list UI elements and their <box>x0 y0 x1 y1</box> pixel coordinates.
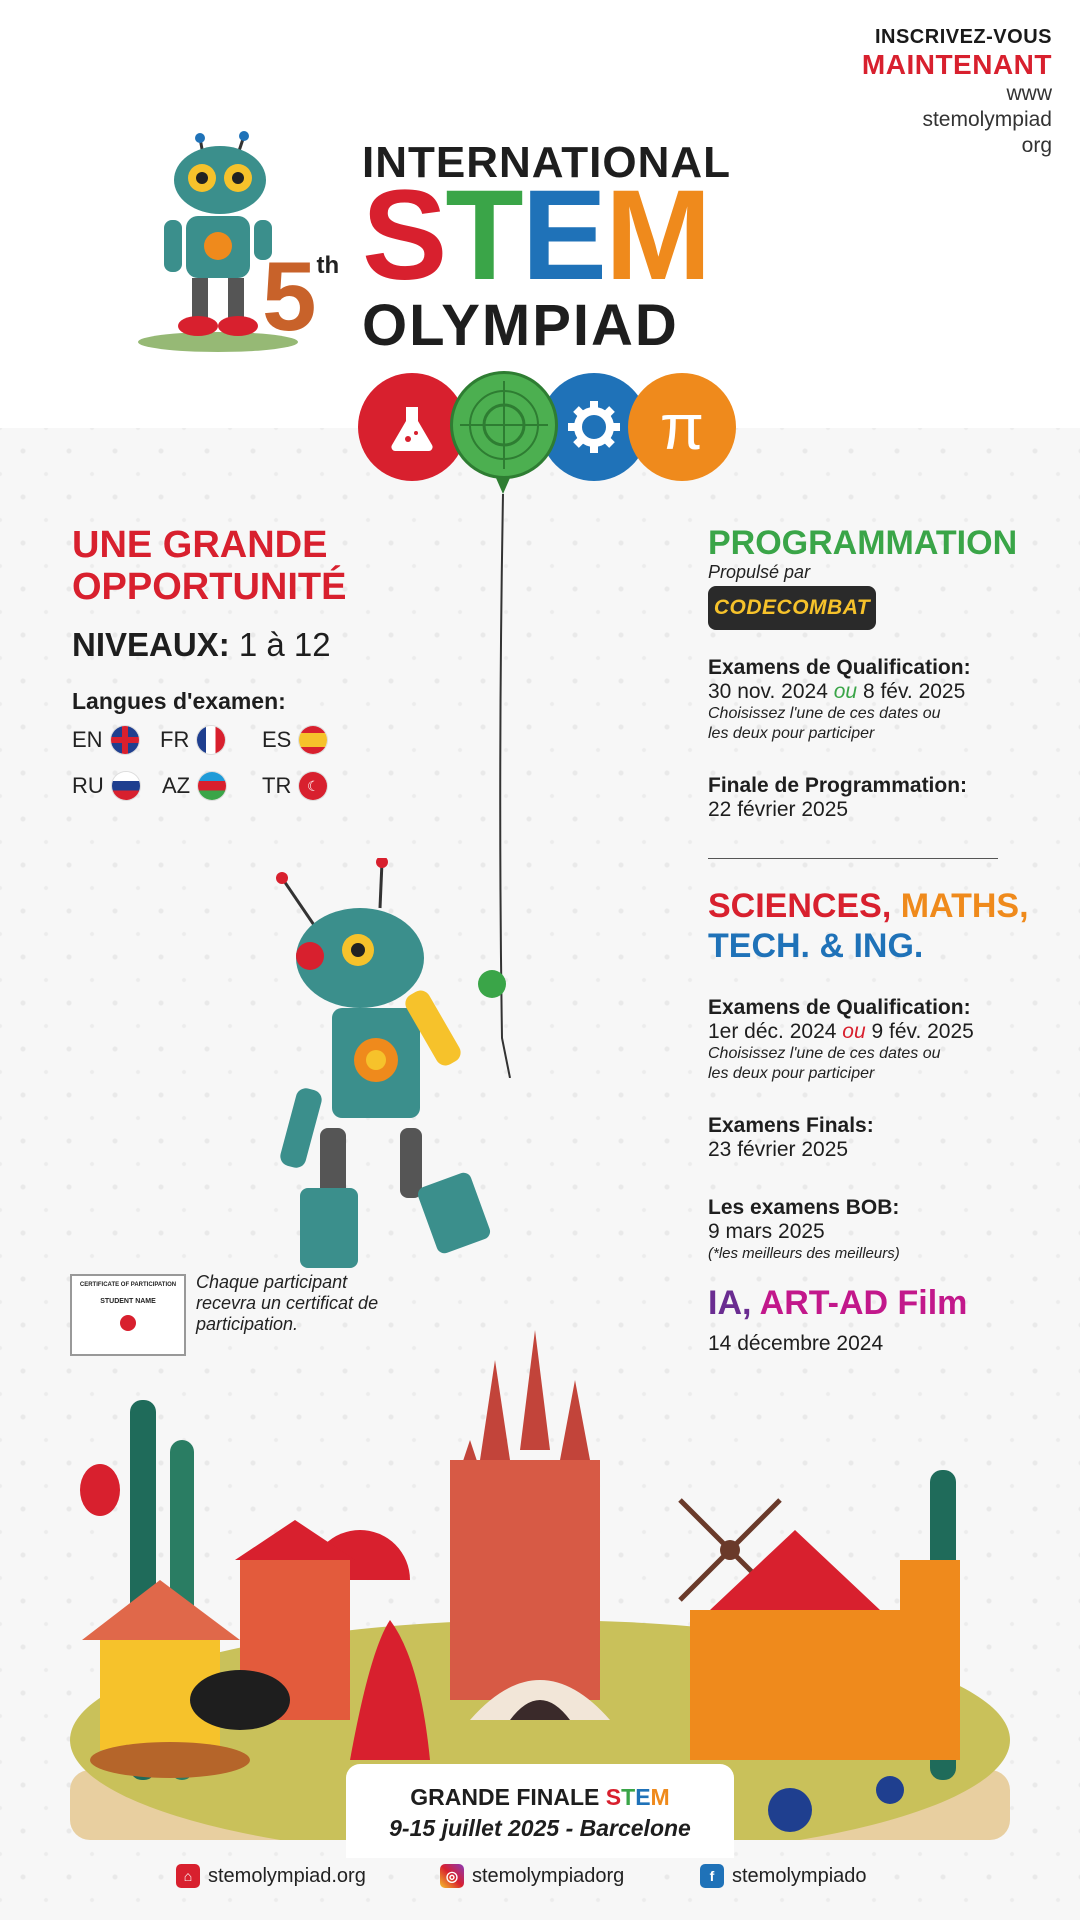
tech-word: TECH. & ING. <box>708 927 924 965</box>
sci-qual-label: Examens de Qualification: <box>708 996 971 1019</box>
edition-badge <box>262 240 339 353</box>
register-line2: MAINTENANT <box>861 49 1052 80</box>
language-tr <box>262 772 327 800</box>
opportunity-line1: UNE GRANDE <box>72 524 328 566</box>
social-facebook[interactable] <box>700 1864 867 1888</box>
stem-letter-e: E <box>521 164 605 307</box>
grand-final-dates: 9-15 juillet 2025 - Barcelone <box>389 1815 691 1841</box>
sciences-heading <box>708 886 1029 966</box>
language-code: FR <box>160 727 190 752</box>
ia-heading <box>708 1284 967 1323</box>
note-line2: les deux pour participer <box>708 1065 875 1082</box>
art-word: ART-AD Film <box>759 1284 968 1322</box>
title-olympiad: OLYMPIAD <box>362 293 679 358</box>
opportunity-line2: OPPORTUNITÉ <box>72 566 347 608</box>
register-block[interactable] <box>862 26 1052 159</box>
language-code: RU <box>72 773 104 798</box>
language-az <box>162 772 226 800</box>
sci-final <box>708 1114 874 1162</box>
language-code: EN <box>72 727 103 752</box>
stem-t: T <box>621 1784 636 1810</box>
barcelona-illustration <box>70 1320 1010 1840</box>
instagram-label: stemolympiadorg <box>472 1864 625 1887</box>
sci-qual-dates <box>708 1020 974 1044</box>
language-es <box>262 726 327 754</box>
or-word: ou <box>833 680 858 703</box>
prog-final-label: Finale de Programmation: <box>708 774 968 797</box>
prog-final <box>708 774 967 822</box>
pi-icon: π <box>628 373 736 481</box>
language-code: ES <box>262 727 292 752</box>
edition-number: 5 <box>262 241 317 351</box>
web-label: stemolympiad.org <box>208 1864 366 1887</box>
certificate-text: Chaque participant recevra un certificat de participation. <box>196 1272 379 1334</box>
stem-m: M <box>650 1784 670 1810</box>
register-url1: www <box>1006 82 1052 105</box>
register-url2: stemolympiad <box>922 108 1052 131</box>
ia-word: IA, <box>708 1284 752 1322</box>
date-b: 8 fév. 2025 <box>862 680 966 703</box>
prog-note <box>708 704 971 744</box>
programming-heading: PROGRAMMATION <box>708 524 1018 562</box>
bob-note: (*les meilleurs des meilleurs) <box>708 1245 900 1262</box>
facebook-icon: f <box>700 1864 724 1888</box>
ia-date: 14 décembre 2024 <box>708 1332 884 1355</box>
maths-word: MATHS, <box>900 887 1029 925</box>
stem-s: S <box>605 1784 622 1810</box>
home-icon: ⌂ <box>176 1864 200 1888</box>
sci-note <box>708 1044 974 1084</box>
instagram-icon: ◎ <box>440 1864 464 1888</box>
edition-suffix: th <box>316 252 340 279</box>
sci-qualification <box>708 996 974 1084</box>
social-instagram[interactable] <box>440 1864 624 1888</box>
date-b: 9 fév. 2025 <box>871 1020 974 1043</box>
certificate-title: CERTIFICATE OF PARTICIPATION <box>79 1282 177 1288</box>
bob-value: 9 mars 2025 <box>708 1220 825 1243</box>
grand-final-title <box>346 1784 734 1811</box>
sci-final-label: Examens Finals: <box>708 1114 874 1137</box>
facebook-label: stemolympiado <box>732 1864 867 1887</box>
note-line2: les deux pour participer <box>708 725 875 742</box>
prog-qualification <box>708 656 971 744</box>
levels-label: NIVEAUX: <box>72 626 230 663</box>
divider <box>708 858 998 859</box>
social-web[interactable] <box>176 1864 366 1888</box>
prog-final-value: 22 février 2025 <box>708 798 849 821</box>
powered-by: Propulsé par <box>708 562 811 582</box>
turkey-flag-icon: ☾ <box>299 772 327 800</box>
uk-flag-icon <box>111 726 139 754</box>
sci-word: SCIENCES, <box>708 887 892 925</box>
grand-final-box <box>346 1764 734 1858</box>
register-line1: INSCRIVEZ-VOUS <box>874 26 1052 48</box>
language-code: AZ <box>162 773 191 798</box>
prog-qual-dates <box>708 680 971 704</box>
stem-letter-m: M <box>604 164 710 307</box>
spain-flag-icon <box>299 726 327 754</box>
languages-title: Langues d'examen: <box>72 688 286 714</box>
azerbaijan-flag-icon <box>198 772 226 800</box>
hanging-robot-icon <box>270 858 520 1298</box>
date-a: 30 nov. 2024 <box>708 680 828 703</box>
register-url3: org <box>1021 134 1052 157</box>
prog-qual-label: Examens de Qualification: <box>708 656 971 679</box>
final-label: GRANDE FINALE <box>410 1784 600 1810</box>
language-fr <box>160 726 225 754</box>
language-code: TR <box>262 773 292 798</box>
bob-exams <box>708 1196 900 1264</box>
title-stem <box>362 164 710 307</box>
globe-balloon-icon <box>450 371 558 479</box>
france-flag-icon <box>197 726 225 754</box>
stem-letter-s: S <box>362 164 446 307</box>
stem-e: E <box>635 1784 651 1810</box>
sci-final-value: 23 février 2025 <box>708 1138 849 1161</box>
certificate-name: STUDENT NAME <box>100 1298 156 1305</box>
opportunity-heading <box>72 524 346 608</box>
levels-value: 1 à 12 <box>238 626 331 663</box>
title-international: INTERNATIONAL <box>362 138 732 187</box>
bob-label: Les examens BOB: <box>708 1196 900 1219</box>
note-line1: Choisissez l'une de ces dates ou <box>708 705 941 722</box>
note-line1: Choisissez l'une de ces dates ou <box>708 1045 941 1062</box>
russia-flag-icon <box>112 772 140 800</box>
stem-letter-t: T <box>445 164 522 307</box>
levels-row <box>72 626 331 664</box>
codecombat-logo: CODECOMBAT <box>708 586 876 630</box>
language-en <box>72 726 139 754</box>
date-a: 1er déc. 2024 <box>708 1020 837 1043</box>
or-word: ou <box>842 1020 866 1043</box>
language-ru <box>72 772 140 800</box>
